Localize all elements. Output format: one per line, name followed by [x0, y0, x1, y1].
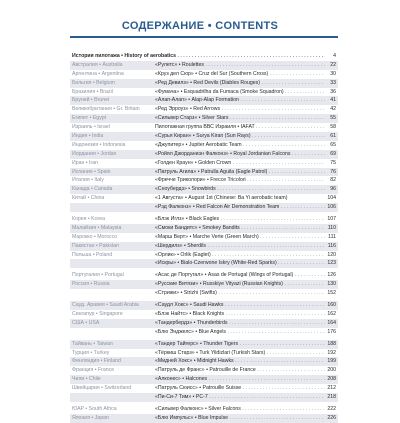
toc-page-number: 107: [327, 216, 336, 223]
toc-row[interactable]: [70, 105, 338, 114]
toc-row[interactable]: [70, 88, 338, 97]
toc-team-label: «Шердилз» • Sherdils: [155, 242, 206, 249]
toc-page-number: 4: [333, 53, 336, 59]
toc-page-number: 212: [327, 385, 336, 392]
toc-row[interactable]: [70, 141, 338, 150]
toc-page-number: 123: [327, 260, 336, 267]
toc-page-number: 65: [330, 141, 336, 148]
toc-row[interactable]: [70, 123, 338, 132]
toc-row[interactable]: [70, 384, 338, 393]
toc-page-number: 218: [327, 393, 336, 400]
toc-page-number: 30: [330, 70, 336, 77]
toc-row[interactable]: [70, 233, 338, 242]
toc-table: [70, 52, 338, 423]
toc-row[interactable]: [70, 150, 338, 159]
toc-page-number: 104: [327, 195, 336, 202]
toc-team-label: История пилотажа • History of aerobatics: [72, 53, 177, 59]
toc-country: ЮАР • South Africa: [72, 405, 117, 412]
toc-row[interactable]: [70, 203, 338, 212]
toc-team: [155, 150, 325, 159]
toc-country: Португалия • Portugal: [72, 272, 124, 279]
toc-team-label: «Блю Импульс» • Blue Impulse: [155, 414, 229, 421]
toc-team-label: «1 Августа» • August 1st (Chinese: Ba Yi aerobatic team): [155, 195, 288, 202]
toc-country: Швейцария • Switzerland: [72, 385, 132, 392]
toc-team: [155, 168, 325, 177]
toc-country: Китай • China: [72, 195, 105, 202]
toc-team: [155, 141, 325, 150]
toc-team-label: «Пи-Си-7 Тим» • PC-7: [155, 393, 208, 400]
toc-country: США • USA: [72, 319, 100, 326]
toc-team: [155, 194, 325, 203]
toc-page-number: 110: [327, 224, 336, 231]
toc-page-number: 36: [330, 88, 336, 95]
toc-row[interactable]: [70, 289, 338, 298]
toc-team: [155, 123, 325, 132]
toc-team-label: «Асас де Португал» • Asas de Portugal (Wings of Portugal): [155, 272, 294, 279]
toc-country: Тайвань • Taiwan: [72, 340, 113, 347]
toc-team: [155, 96, 325, 105]
toc-row[interactable]: [70, 52, 338, 61]
toc-page-number: 160: [327, 302, 336, 309]
toc-team-label: «Ред Эрроуз» • Red Arrows: [155, 106, 221, 113]
toc-team-label: «Фречче Триколори» • Frecce Tricolori: [155, 177, 246, 184]
toc-country: Малайзия • Malaysia: [72, 224, 122, 231]
toc-row[interactable]: [70, 96, 338, 105]
toc-row[interactable]: [70, 114, 338, 123]
toc-team-label: «Орлик» • Orlik (Eaglet): [155, 251, 211, 258]
toc-team: [155, 70, 325, 79]
title-underline: [70, 36, 338, 38]
toc-country: Индия • India: [72, 133, 104, 140]
toc-team-label: «Сурья Киран» • Surya Kiran (Sun Rays): [155, 133, 251, 140]
toc-team-label: «Патруль де Франс» • Patrouille de France: [155, 367, 256, 374]
toc-row[interactable]: [70, 242, 338, 251]
toc-row[interactable]: [70, 168, 338, 177]
toc-country: Израиль • Israel: [72, 124, 110, 131]
toc-country: Бельгия • Belgium: [72, 79, 115, 86]
toc-team: [155, 251, 325, 260]
toc-team: [155, 224, 325, 233]
page-title: СОДЕРЖАНИЕ • CONTENTS: [121, 20, 279, 32]
toc-team-label: «Стрижи» • Strizhi (Swifts): [155, 290, 217, 297]
toc-team: [155, 159, 325, 168]
toc-page-number: 152: [327, 290, 336, 297]
toc-country: Финляндия • Finland: [72, 358, 121, 365]
toc-country: Египет • Egypt: [72, 115, 107, 122]
toc-page-number: 130: [327, 281, 336, 288]
toc-country: Канада • Canada: [72, 186, 113, 193]
toc-page-number: 41: [330, 97, 336, 104]
toc-team-label: «Тёркиш Старз» • Turk Yildizlari (Turkish Stars): [155, 349, 266, 356]
toc-page-number: 222: [327, 405, 336, 412]
toc-country: Россия • Russia: [72, 281, 110, 288]
toc-page-number: 226: [327, 414, 336, 421]
toc-team: [155, 301, 325, 310]
toc-team: [155, 203, 325, 212]
toc-country: Великобритания • Gr. Britain: [72, 106, 140, 113]
toc-row[interactable]: [70, 194, 338, 203]
toc-country: Иран • Iran: [72, 159, 99, 166]
toc-page-number: 82: [330, 177, 336, 184]
toc-country: Пакистан • Pakistan: [72, 242, 120, 249]
toc-team: [155, 319, 325, 328]
toc-page-number: 22: [330, 61, 336, 68]
toc-team-label: «Блэк Найтс» • Black Knights: [155, 310, 225, 317]
toc-page-number: 76: [330, 168, 336, 175]
toc-page-number: 116: [327, 242, 336, 249]
toc-row[interactable]: [70, 319, 338, 328]
toc-team: [155, 280, 325, 289]
toc-row[interactable]: [70, 159, 338, 168]
toc-country: Аргентина • Argentina: [72, 70, 124, 77]
toc-row[interactable]: [70, 61, 338, 70]
toc-country: Сингапур • Singapore: [72, 310, 123, 317]
toc-page-number: 61: [330, 133, 336, 140]
toc-row[interactable]: [70, 340, 338, 349]
toc-team: [155, 61, 325, 70]
toc-page-number: 96: [330, 186, 336, 193]
toc-team-label: «Ройял Джорданиэн Фалконз» • Royal Jordanian Falcons: [155, 150, 291, 157]
toc-team-label: «Русские Витязи» • Russkiye Vityazi (Russian Knights): [155, 281, 284, 288]
toc-team: [72, 52, 325, 61]
toc-country: Индонезия • Indonesia: [72, 141, 126, 148]
toc-page-number: 120: [327, 251, 336, 258]
toc-page-number: 33: [330, 79, 336, 86]
toc-team-label: «Патруль Агила» • Patrulla Aguila (Eagle Patrol): [155, 168, 268, 175]
toc-team: [155, 215, 325, 224]
toc-page-number: 188: [327, 340, 336, 347]
toc-team: [155, 414, 325, 423]
toc-team: [155, 393, 325, 402]
toc-team-label: «Патруль Сюисс» • Patrouille Suisse: [155, 385, 242, 392]
toc-team: [155, 105, 325, 114]
toc-row[interactable]: [70, 393, 338, 402]
toc-team: [155, 405, 325, 414]
toc-page-number: 75: [330, 159, 336, 166]
toc-team: [155, 233, 325, 242]
toc-team-label: «Джупитер» • Jupiter Aerobatic Team: [155, 141, 242, 148]
toc-team-label: Пилотажная группа ВВС Израиля • IAFAT: [155, 124, 255, 131]
toc-team: [155, 242, 325, 251]
toc-country: Польша • Poland: [72, 251, 113, 258]
toc-team: [155, 349, 325, 358]
toc-team-label: «Фумача» • Esquadrilha da Fumaca (Smoke Squadron): [155, 88, 284, 95]
toc-row[interactable]: [70, 280, 338, 289]
toc-page-number: 192: [327, 349, 336, 356]
toc-country: Бразилия • Brazil: [72, 88, 113, 95]
toc-team: [155, 88, 325, 97]
toc-page-number: 176: [327, 328, 336, 335]
toc-row[interactable]: [70, 414, 338, 423]
toc-team: [155, 79, 325, 88]
toc-country: Марокко • Morocco: [72, 233, 118, 240]
toc-country: Турция • Turkey: [72, 349, 110, 356]
toc-team: [155, 375, 325, 384]
toc-team-label: «Алконес» • Halcones: [155, 376, 208, 383]
toc-row[interactable]: [70, 259, 338, 268]
toc-team: [155, 176, 325, 185]
toc-team: [155, 185, 325, 194]
toc-page-number: 200: [327, 367, 336, 374]
toc-country: Сауд. Аравия • Saudi Arabia: [72, 302, 139, 309]
toc-team: [155, 340, 325, 349]
toc-page-number: 111: [328, 233, 336, 240]
toc-team: [155, 384, 325, 393]
toc-team-label: «Марш Верт» • Marche Verte (Green March): [155, 233, 259, 240]
toc-row[interactable]: [70, 301, 338, 310]
toc-team: [155, 328, 325, 337]
toc-team-label: «Саудл Хокс» • Saudi Hawks: [155, 302, 224, 309]
toc-team-label: «Мидней Хокс» • Midnight Hawks: [155, 358, 234, 365]
toc-country: Франция • France: [72, 367, 115, 374]
toc-row[interactable]: [70, 79, 338, 88]
toc-row[interactable]: [70, 176, 338, 185]
toc-team-label: «Тандербердз» • Thunderbirds: [155, 319, 228, 326]
toc-team-label: «Тандер Тайгерс» • Thunder Tigers: [155, 340, 239, 347]
toc-team: [155, 259, 325, 268]
toc-row[interactable]: [70, 215, 338, 224]
toc-page-number: 42: [330, 106, 336, 113]
toc-page-number: 58: [330, 124, 336, 131]
toc-page-number: 162: [327, 310, 336, 317]
toc-row[interactable]: [70, 310, 338, 319]
toc-row[interactable]: [70, 185, 338, 194]
toc-country: Иордания • Jordan: [72, 150, 117, 157]
toc-row[interactable]: [70, 132, 338, 141]
toc-team-label: «Смоки Бандитс» • Smokey Bandits: [155, 224, 240, 231]
toc-team-label: «Искры» • Bialo-Czerwone Iskry (White-Red Sparks): [155, 260, 277, 267]
toc-country: Австралия • Australia: [72, 61, 123, 68]
toc-page-number: 126: [327, 272, 336, 279]
toc-page-number: 69: [330, 150, 336, 157]
toc-row[interactable]: [70, 375, 338, 384]
toc-team-label: «Рэд Фалконз» • Red Falcon Air Demonstration Team: [155, 204, 280, 211]
toc-team-label: «Блэк Иглз» • Black Eagles: [155, 216, 220, 223]
toc-team: [155, 366, 325, 375]
toc-page-number: 208: [327, 376, 336, 383]
toc-row[interactable]: [70, 357, 338, 366]
toc-row[interactable]: [70, 405, 338, 414]
toc-team: [155, 289, 325, 298]
toc-country: Япония • Japan: [72, 414, 109, 421]
toc-row[interactable]: [70, 70, 338, 79]
toc-page-number: 199: [327, 358, 336, 365]
toc-team-label: «Рулетс» • Roulettes: [155, 61, 204, 68]
toc-team-label: «Круз дел Сюр» • Cruz del Sur (Southern Cross): [155, 70, 269, 77]
toc-country: Чили • Chile: [72, 376, 101, 383]
toc-country: Италия • Italy: [72, 177, 104, 184]
toc-row[interactable]: [70, 251, 338, 260]
toc-team: [155, 114, 325, 123]
toc-team: [155, 271, 325, 280]
toc-team-label: «Ред Девилз» • Red Devils (Diables Rouges): [155, 79, 260, 86]
toc-team-label: «Алап-Алап» • Alap-Alap Formation: [155, 97, 239, 104]
toc-page-number: 164: [327, 319, 336, 326]
toc-country: Бруней • Brunei: [72, 97, 110, 104]
toc-team-label: «Голден Краун» • Golden Crown: [155, 159, 232, 166]
toc-team: [155, 132, 325, 141]
toc-team-label: «Сноубердз» • Snowbirds: [155, 186, 216, 193]
toc-row[interactable]: [70, 328, 338, 337]
toc-row[interactable]: [70, 271, 338, 280]
toc-page-number: 106: [327, 204, 336, 211]
toc-country: Корея • Korea: [72, 216, 106, 223]
toc-team-label: «Сильвер Старз» • Silver Stars: [155, 115, 229, 122]
toc-team-label: «Блю Энджелс» • Blue Angels: [155, 328, 226, 335]
toc-row[interactable]: [70, 224, 338, 233]
toc-team-label: «Сильвер Фалконс» • Silver Falcons: [155, 405, 241, 412]
toc-team: [155, 357, 325, 366]
toc-team: [155, 310, 325, 319]
toc-row[interactable]: [70, 366, 338, 375]
toc-country: Испания • Spain: [72, 168, 111, 175]
toc-row[interactable]: [70, 349, 338, 358]
toc-page-number: 55: [330, 115, 336, 122]
